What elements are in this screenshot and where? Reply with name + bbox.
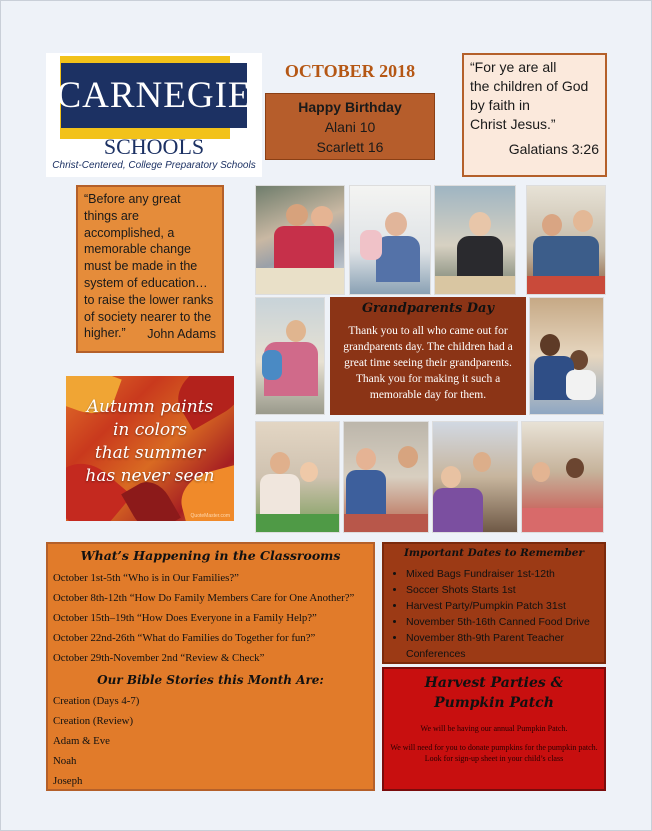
- week-item: October 1st-5th “Who is in Our Families?”: [53, 572, 239, 584]
- photo-grandparents-8: [343, 421, 429, 533]
- verse-line: by faith in: [470, 97, 530, 113]
- birthday-name: Scarlett 16: [316, 139, 384, 155]
- important-dates-box: [382, 542, 606, 664]
- important-dates-list: [390, 566, 598, 662]
- photo-grandparents-2: [349, 185, 431, 295]
- autumn-line: Autumn paints: [86, 397, 214, 417]
- date-item: • Mixed Bags Fundraiser 1st-12th: [406, 566, 598, 582]
- autumn-script-text: [66, 396, 234, 488]
- date-item: • November 8th-9th Parent Teacher Conferences: [406, 630, 598, 662]
- autumn-quote-image: [66, 376, 234, 521]
- bible-story: Noah: [53, 755, 77, 767]
- bible-story: Adam & Eve: [53, 735, 110, 747]
- grandparents-day-box: [330, 297, 526, 415]
- classrooms-box: [46, 542, 375, 791]
- bible-story: Creation (Days 4-7): [53, 695, 140, 707]
- important-dates-heading: Important Dates to Remember: [403, 547, 585, 559]
- birthday-name: Alani 10: [324, 119, 376, 135]
- quote-author: John Adams: [147, 327, 216, 342]
- verse-reference: Galatians 3:26: [508, 141, 599, 157]
- logo-schools: SCHOOLS: [103, 134, 205, 159]
- week-item: October 15th–19th “How Does Everyone in a Family Help?”: [53, 612, 317, 624]
- photo-grandparents-9: [432, 421, 518, 533]
- harvest-box: [382, 667, 606, 791]
- photo-grandparents-3: [434, 185, 516, 295]
- autumn-line: that summer: [94, 443, 206, 463]
- photo-grandparents-10: [521, 421, 604, 533]
- bible-story: Joseph: [53, 775, 83, 787]
- photo-grandparents-7: [255, 421, 340, 533]
- week-item: October 8th-12th “How Do Family Members Care for One Another?”: [53, 592, 355, 604]
- week-item: October 22nd-26th “What do Families do Together for fun?”: [53, 632, 316, 644]
- quote-text: “Before any great things are accomplished, a memorable change must be made in the system of education…to raise the lower ranks of society nearer to the higher.”: [84, 192, 214, 341]
- logo-tagline: Christ-Centered, College Preparatory Schools: [52, 160, 256, 171]
- bible-stories-heading: Our Bible Stories this Month Are:: [97, 673, 324, 687]
- grandparents-body: Thank you to all who came out for grandparents day. The children had a great time seeing their grandparents. Thank you for making it such a memorable day for them.: [343, 325, 513, 401]
- harvest-paragraph: We will need for you to donate pumpkins for the pumpkin patch. Look for sign-up sheet in your child’s class: [390, 743, 598, 763]
- photo-grandparents-5: [255, 297, 325, 415]
- verse-line: the children of God: [470, 78, 589, 94]
- harvest-heading: Harvest Parties & Pumpkin Patch: [424, 675, 564, 711]
- quote-box: [76, 185, 224, 353]
- photo-grandparents-4: [526, 185, 606, 295]
- date-item: • Soccer Shots Starts 1st: [406, 582, 598, 598]
- date-item: • November 5th-16th Canned Food Drive: [406, 614, 598, 630]
- birthday-box: [265, 93, 435, 160]
- week-item: October 29th-November 2nd “Review & Check”: [53, 652, 265, 664]
- photo-grandparents-6: [529, 297, 604, 415]
- verse-line: “For ye are all: [470, 59, 557, 75]
- image-credit: QuoteMaster.com: [190, 513, 230, 519]
- newsletter-month: OCTOBER 2018: [284, 61, 416, 81]
- birthday-heading: Happy Birthday: [298, 99, 402, 115]
- autumn-line: in colors: [112, 420, 188, 440]
- photo-grandparents-1: [255, 185, 345, 295]
- bible-story: Creation (Review): [53, 715, 134, 727]
- autumn-line: has never seen: [85, 466, 215, 486]
- grandparents-title: Grandparents Day: [361, 301, 495, 316]
- classrooms-heading: What’s Happening in the Classrooms: [80, 548, 341, 563]
- logo-wordmark: CARNEGIE: [61, 63, 247, 128]
- harvest-paragraph: We will be having our annual Pumpkin Patch.: [420, 724, 568, 733]
- scripture-box: [462, 53, 607, 177]
- verse-line: Christ Jesus.”: [470, 116, 556, 132]
- carnegie-logo: [46, 53, 262, 177]
- date-item: • Harvest Party/Pumpkin Patch 31st: [406, 598, 598, 614]
